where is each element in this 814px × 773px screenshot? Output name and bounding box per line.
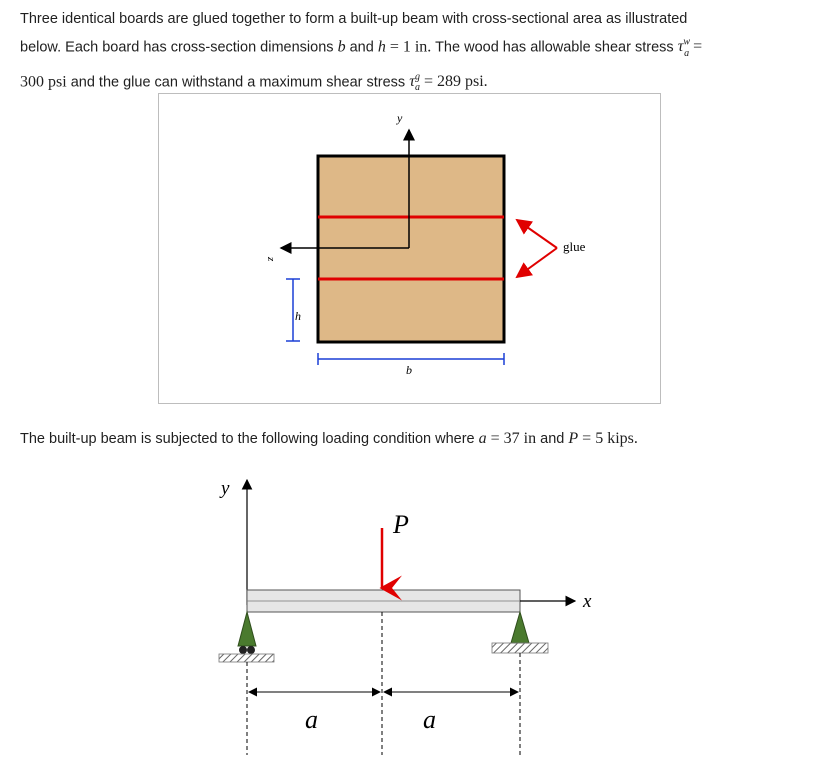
glue-arrow-top: [517, 220, 557, 248]
right-support: [511, 612, 529, 643]
tau-symbol-g: τ: [409, 72, 415, 90]
left-support: [238, 612, 256, 646]
eq-sign: =: [693, 38, 703, 56]
math-tau-w: [677, 37, 703, 59]
intro-text-3: The wood has allowable shear stress: [435, 39, 674, 56]
P-value: = 5 kips.: [578, 430, 638, 447]
left-roller-1: [239, 646, 247, 654]
beam-y-label: y: [221, 478, 230, 499]
glue-label: glue: [563, 239, 586, 254]
h-label: h: [295, 309, 301, 323]
glue-arrow-bottom: [517, 248, 557, 277]
tau-sup-w: w: [683, 37, 691, 48]
wood-boards: [318, 156, 504, 342]
tau-sub-a-g: a: [414, 82, 420, 94]
math-h: [378, 38, 431, 55]
a-value: = 37 in: [486, 430, 537, 447]
beam-svg: [195, 470, 615, 760]
z-axis-label: z: [265, 257, 277, 262]
math-a: [479, 430, 536, 447]
b-label: b: [406, 363, 412, 377]
glue-stress-value: = 289 psi.: [423, 72, 488, 90]
intro-text-2: below. Each board has cross-section dimensions: [20, 39, 334, 56]
problem-statement: [20, 7, 702, 100]
y-axis-label: y: [397, 111, 403, 125]
intro-text-1: Three identical boards are glued together to form a built-up beam with cross-sectional area as illustrated: [20, 11, 688, 27]
tau-symbol: τ: [677, 38, 684, 56]
tau-sub-a: a: [684, 47, 690, 59]
loading-statement: [20, 427, 638, 451]
beam-x-label: x: [583, 591, 592, 612]
left-ground: [219, 654, 274, 662]
math-b: [338, 38, 346, 55]
beam-figure: [195, 470, 615, 760]
math-P: [568, 430, 637, 447]
load-label: P: [393, 510, 409, 539]
var-h: h: [377, 38, 386, 56]
intro-text-4: and the glue can withstand a maximum shear stress: [70, 73, 406, 90]
var-P: P: [568, 430, 579, 447]
left-roller-2: [247, 646, 255, 654]
dim-a-left-label: a: [305, 705, 318, 734]
math-tau-g: [409, 71, 488, 94]
h-value: = 1 in.: [385, 38, 432, 56]
wood-stress-value: 300 psi: [20, 72, 67, 90]
tau-sup-g: g: [414, 71, 420, 83]
loading-and: and: [540, 431, 565, 447]
and-text: and: [349, 39, 374, 56]
var-a: a: [478, 430, 487, 447]
dim-a-right-label: a: [423, 705, 436, 734]
cross-section-svg: [159, 94, 660, 403]
var-b: b: [337, 38, 346, 56]
right-ground: [492, 643, 548, 653]
cross-section-figure: [158, 93, 661, 404]
loading-text: The built-up beam is subjected to the following loading condition where: [20, 431, 475, 447]
